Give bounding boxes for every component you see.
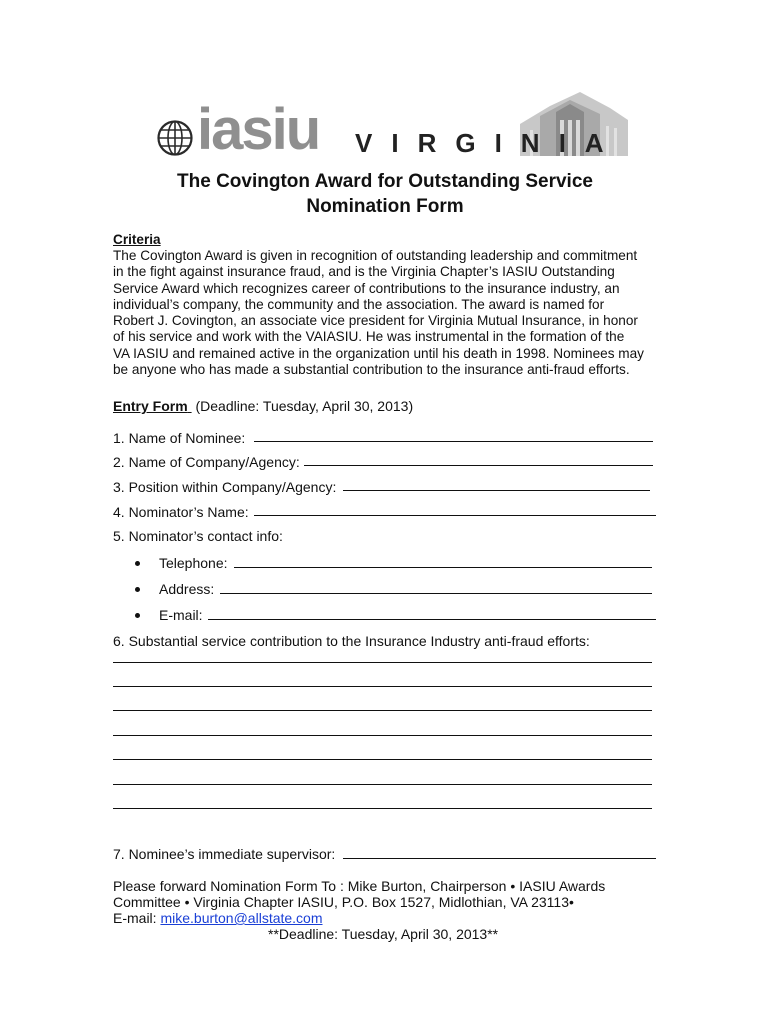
field-label-contact-info: 5. Nominator’s contact info: [113,528,283,544]
field-label-telephone: Telephone: [159,555,228,571]
page-subtitle: Nomination Form [306,196,464,217]
contribution-line[interactable] [113,808,652,809]
contribution-line[interactable] [113,735,652,736]
criteria-line: of his service and work with the VAIASIU. He was instrumental in the formation of the [113,329,625,345]
footer-forward-line-1: Please forward Nomination Form To : Mike Burton, Chairperson • IASIU Awards [113,878,606,894]
bullet-icon [135,613,140,618]
nominee-name-line[interactable] [254,441,653,442]
entry-form-heading: Entry Form [113,398,188,414]
criteria-paragraph [113,248,657,378]
field-label-supervisor: 7. Nominee’s immediate supervisor: [113,846,336,862]
footer-email-label: E-mail: [113,910,161,926]
criteria-line: in the fight against insurance fraud, and is the Virginia Chapter’s IASIU Outstanding [113,264,615,280]
globe-icon [157,120,193,156]
criteria-line: be anyone who has made a substantial contribution to the insurance anti-fraud efforts. [113,362,630,378]
footer-email-row [113,910,323,926]
telephone-line[interactable] [234,567,652,568]
entry-form-heading-row [113,397,413,415]
entry-form-deadline: (Deadline: Tuesday, April 30, 2013) [195,398,414,414]
page-title: The Covington Award for Outstanding Service [177,171,593,192]
company-name-line[interactable] [304,465,653,466]
contribution-line[interactable] [113,710,652,711]
field-label-company: 2. Name of Company/Agency: [113,454,300,470]
field-label-address: Address: [159,581,215,597]
field-label-email: E-mail: [159,607,203,623]
footer-forward-line-2: Committee • Virginia Chapter IASIU, P.O. Box 1527, Midlothian, VA 23113• [113,894,574,910]
contribution-line[interactable] [113,784,652,785]
criteria-line: The Covington Award is given in recognition of outstanding leadership and commitment [113,248,638,263]
address-line[interactable] [220,593,652,594]
bullet-icon [135,561,140,566]
nominator-name-line[interactable] [254,515,656,516]
bullet-icon [135,587,140,592]
field-label-contribution: 6. Substantial service contribution to the Insurance Industry anti-fraud efforts: [113,633,590,649]
criteria-line: Service Award which recognizes career of contributions to the insurance industry, an [113,280,620,296]
criteria-line: VA IASIU and remained active in the organization until his death in 1998. Nominees may [113,345,644,361]
contribution-line[interactable] [113,759,652,760]
position-line[interactable] [343,490,650,491]
field-label-position: 3. Position within Company/Agency: [113,479,337,495]
email-line[interactable] [208,619,656,620]
field-label-nominee: 1. Name of Nominee: [113,430,246,446]
criteria-line: individual’s company, the community and the association. The award is named for [113,296,605,312]
logo-state-text: VIRGINIA [355,128,623,158]
criteria-heading: Criteria [113,232,161,247]
footer-deadline: **Deadline: Tuesday, April 30, 2013** [268,926,499,942]
criteria-line: Robert J. Covington, an associate vice president for Virginia Mutual Insurance, in honor [113,313,638,329]
field-label-nominator: 4. Nominator’s Name: [113,504,249,520]
iasiu-virginia-logo [150,92,630,170]
supervisor-line[interactable] [343,858,656,859]
logo-brand-text: iasiu [197,97,320,162]
contribution-line[interactable] [113,686,652,687]
footer-email-link[interactable]: mike.burton@allstate.com [160,910,323,926]
contribution-line[interactable] [113,662,652,663]
